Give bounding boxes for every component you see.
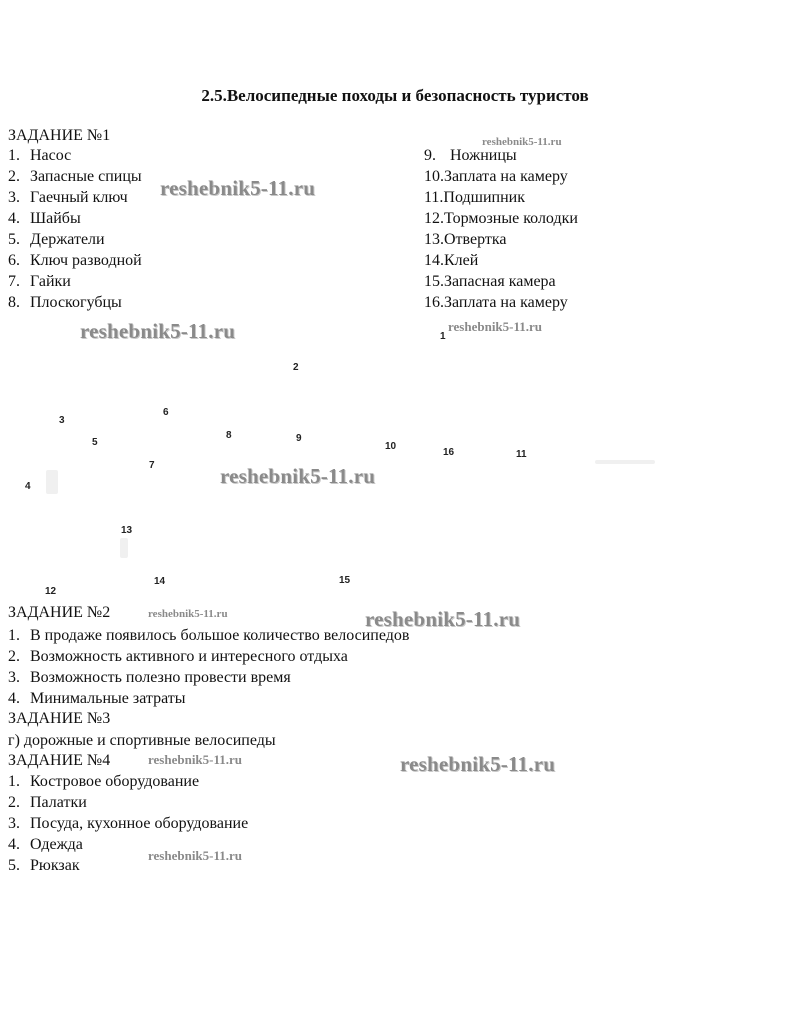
watermark: reshebnik5-11.ru bbox=[365, 607, 521, 631]
watermark: reshebnik5-11.ru bbox=[148, 752, 243, 767]
watermark: reshebnik5-11.ru bbox=[80, 319, 236, 343]
list-item: 13.Отвертка bbox=[424, 231, 507, 248]
list-item: 1. Костровое оборудование bbox=[8, 773, 200, 790]
figure-label-13: 13 bbox=[121, 525, 133, 536]
list-item: 2. Возможность активного и интересного отдыха bbox=[8, 648, 348, 665]
figure-label-9: 9 bbox=[296, 433, 302, 444]
figure-label-3: 3 bbox=[59, 415, 65, 426]
list-item: 4. Шайбы bbox=[8, 210, 81, 227]
task1-heading: ЗАДАНИЕ №1 bbox=[8, 127, 111, 144]
list-item: 5. Держатели bbox=[8, 231, 105, 248]
list-item: 8. Плоскогубцы bbox=[8, 294, 122, 311]
watermark: reshebnik5-11.ru bbox=[448, 319, 543, 334]
list-item: 3. Гаечный ключ bbox=[8, 189, 128, 206]
list-item: 3. Возможность полезно провести время bbox=[8, 669, 291, 686]
figure-remnant bbox=[595, 460, 655, 464]
list-item: 1. Насос bbox=[8, 147, 72, 164]
task3-answer: г) дорожные и спортивные велосипеды bbox=[8, 732, 276, 749]
list-item: 4. Минимальные затраты bbox=[8, 690, 186, 707]
list-item: 2. Палатки bbox=[8, 794, 87, 811]
page-title: 2.5.Велосипедные походы и безопасность туристов bbox=[201, 86, 589, 105]
watermark: reshebnik5-11.ru bbox=[482, 136, 562, 148]
task2-list bbox=[8, 627, 409, 711]
figure-label-15: 15 bbox=[339, 575, 351, 586]
list-item: 6. Ключ разводной bbox=[8, 252, 142, 269]
list-item: 16.Заплата на камеру bbox=[424, 294, 568, 311]
figure-remnant bbox=[120, 538, 128, 558]
list-item: 11.Подшипник bbox=[424, 189, 525, 206]
list-item: 7. Гайки bbox=[8, 273, 71, 290]
list-item: 10.Заплата на камеру bbox=[424, 168, 568, 185]
figure-label-16: 16 bbox=[443, 447, 455, 458]
list-item: 15.Запасная камера bbox=[424, 273, 556, 290]
tools-figure bbox=[0, 320, 812, 610]
list-item: 2. Запасные спицы bbox=[8, 168, 142, 185]
list-item: 12.Тормозные колодки bbox=[424, 210, 578, 227]
watermark: reshebnik5-11.ru bbox=[148, 608, 228, 620]
task3-heading: ЗАДАНИЕ №3 bbox=[8, 710, 111, 727]
list-item: 9. Ножницы bbox=[424, 147, 517, 164]
task1-left-list bbox=[8, 147, 142, 315]
watermark: reshebnik5-11.ru bbox=[400, 752, 556, 776]
figure-label-7: 7 bbox=[149, 460, 155, 471]
figure-label-10: 10 bbox=[385, 441, 397, 452]
watermark: reshebnik5-11.ru bbox=[160, 176, 316, 200]
figure-label-5: 5 bbox=[92, 437, 98, 448]
figure-label-11: 11 bbox=[516, 449, 527, 460]
figure-label-1: 1 bbox=[440, 331, 446, 342]
list-item: 5. Рюкзак bbox=[8, 857, 80, 874]
task1-right-list bbox=[424, 147, 578, 315]
figure-label-14: 14 bbox=[154, 576, 166, 587]
figure-label-6: 6 bbox=[163, 407, 169, 418]
figure-label-4: 4 bbox=[25, 481, 31, 492]
list-item: 4. Одежда bbox=[8, 836, 83, 853]
list-item: 3. Посуда, кухонное оборудование bbox=[8, 815, 249, 832]
figure-label-2: 2 bbox=[293, 362, 299, 373]
task4-heading: ЗАДАНИЕ №4 bbox=[8, 752, 111, 769]
watermark: reshebnik5-11.ru bbox=[220, 464, 376, 488]
list-item: 14.Клей bbox=[424, 252, 479, 269]
task2-heading: ЗАДАНИЕ №2 bbox=[8, 604, 111, 621]
watermark: reshebnik5-11.ru bbox=[148, 848, 243, 863]
figure-label-12: 12 bbox=[45, 586, 57, 597]
figure-remnant bbox=[46, 470, 58, 494]
list-item: 1. В продаже появилось большое количество велосипедов bbox=[8, 627, 410, 644]
figure-label-8: 8 bbox=[226, 430, 232, 441]
